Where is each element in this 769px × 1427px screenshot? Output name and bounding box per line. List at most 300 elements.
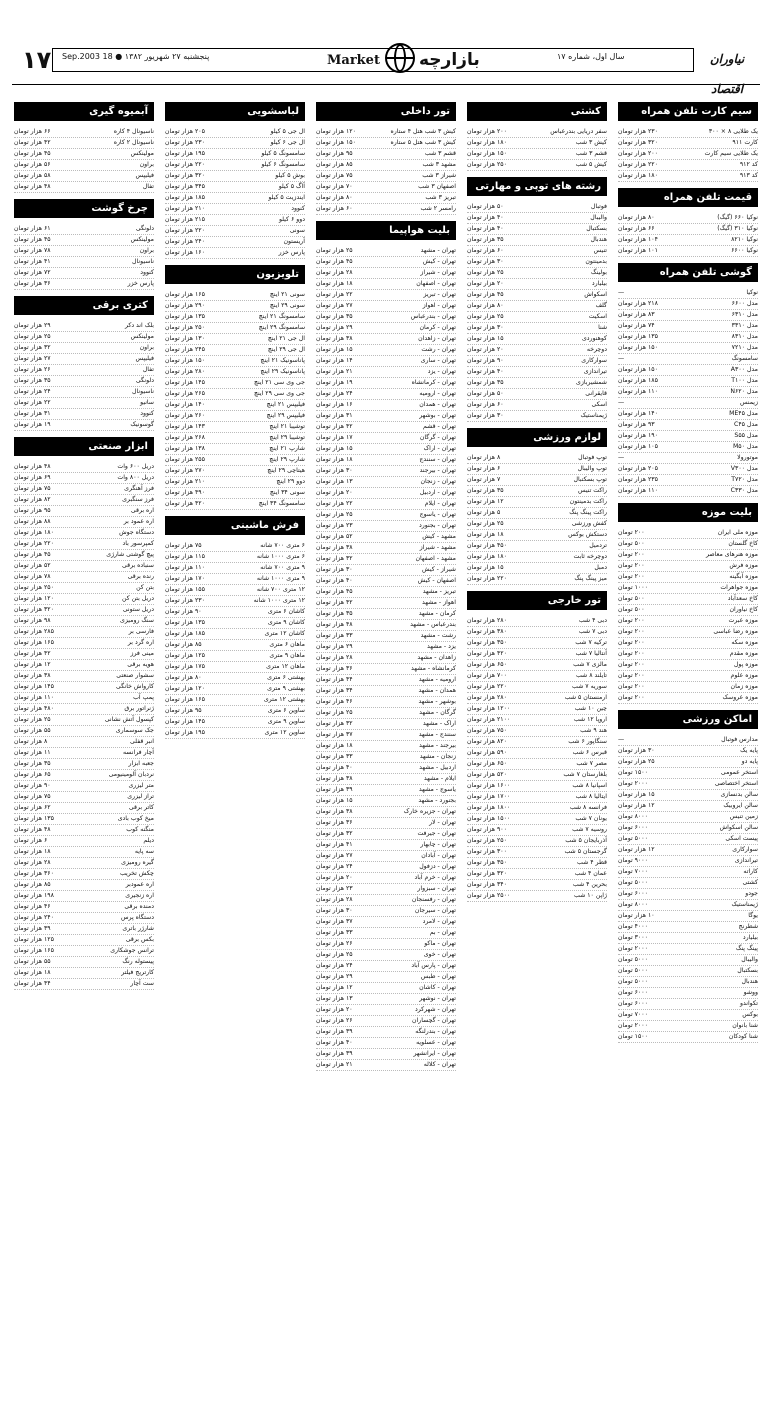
item-price: ۸۸ هزار تومان (14, 518, 51, 525)
item-name: ماهان ۶ متری (269, 641, 305, 648)
price-row (14, 605, 154, 616)
item-name: اردبیل - مشهد (419, 764, 456, 771)
price-row (316, 862, 456, 873)
item-price: ۱۵ هزار تومان (467, 335, 504, 342)
item-price: ۱۱ هزار تومان (14, 749, 51, 756)
item-name: تهران - عسلویه (416, 1039, 456, 1046)
price-row (14, 160, 154, 171)
item-price: ۳۵ هزار تومان (316, 610, 353, 617)
item-name: ۱۲ متری ۱۰۰۰ شانه (253, 597, 305, 604)
price-row (467, 312, 607, 323)
price-row (14, 409, 154, 420)
price-row (316, 488, 456, 499)
price-row (467, 770, 607, 781)
item-name: نوکیا ۶۶۰۰ (731, 247, 758, 254)
item-name: تهران - زنجان (420, 478, 456, 485)
item-name: کاخ گلستان (728, 540, 758, 547)
column-2 (467, 96, 607, 1416)
price-row (316, 675, 456, 686)
column-5 (14, 96, 154, 1416)
price-row (165, 499, 305, 510)
price-row (316, 345, 456, 356)
item-price: ۱۶۰۰ هزار تومان (467, 782, 511, 789)
price-row (14, 517, 154, 528)
price-row (618, 299, 758, 310)
item-price: ۲۶ هزار تومان (316, 940, 353, 947)
item-price: ۱۲ هزار تومان (467, 498, 504, 505)
item-name: تهران - ساری (420, 357, 456, 364)
price-row (165, 444, 305, 455)
price-row (165, 389, 305, 400)
item-price: ۳۳ هزار تومان (316, 929, 353, 936)
item-name: بتن کن (136, 584, 154, 591)
item-name: شارپ ۲۹ اینچ (269, 456, 305, 463)
section-heading: تلویزیون (165, 265, 305, 284)
price-row (316, 752, 456, 763)
item-name: راکت بدمینتون (569, 498, 607, 505)
item-name: ۶ متری ۱۰۰۰ شانه (256, 553, 305, 560)
price-row (618, 627, 758, 638)
item-name: تهران - بیرجند (419, 467, 456, 474)
price-row (618, 856, 758, 867)
price-row (467, 726, 607, 737)
item-name: کنوود (140, 410, 154, 417)
item-price: ۳۸ هزار تومان (316, 335, 353, 342)
item-price: ۳۶ هزار تومان (14, 280, 51, 287)
price-row (618, 213, 758, 224)
price-row (14, 803, 154, 814)
item-price: ۴۰ هزار تومان (467, 214, 504, 221)
item-price: ۳۹ هزار تومان (316, 1050, 353, 1057)
item-name: توپ فوتبال (578, 454, 607, 461)
item-price: ۲۰۰ هزار تومان (618, 150, 658, 157)
item-price: ۳۵ هزار تومان (467, 379, 504, 386)
item-name: شطرنج (738, 923, 758, 930)
item-price: ۲۰۰۰ تومان (618, 1022, 648, 1029)
item-price: ۱۴۰ هزار تومان (165, 401, 205, 408)
price-row (316, 950, 456, 961)
item-price: ۱۲ هزار تومان (316, 984, 353, 991)
price-row (618, 933, 758, 944)
item-name: سامسونگ (731, 355, 758, 362)
item-name: آذربایجان ۵ شب (565, 837, 607, 844)
item-name: متر لیزری (128, 782, 154, 789)
item-name: اسپانیا ۸ شب (572, 782, 607, 789)
price-row (165, 662, 305, 673)
price-row (467, 213, 607, 224)
item-name: کیش ۳ شب هتل ۵ ستاره (390, 139, 456, 146)
item-name: ناسیونال ۴ کاره (113, 128, 154, 135)
item-name: مدل T۷۲۰ (731, 476, 758, 483)
item-name: تهران - اصفهان (416, 280, 456, 287)
item-price: ۹۳ هزار تومان (618, 421, 655, 428)
item-price: ۴۰ هزار تومان (316, 1039, 353, 1046)
price-row (165, 149, 305, 160)
item-name: مدل ۳۳۱۰ (731, 322, 758, 329)
item-name: هیتاچی ۲۹ اینچ (267, 467, 305, 474)
item-name: اراک - مشهد (422, 720, 456, 727)
item-name: دلونگی (135, 225, 154, 232)
price-row (618, 246, 758, 257)
price-row (165, 585, 305, 596)
item-price: ۵۰۰۰ تومان (618, 956, 648, 963)
item-name: بیرجند - مشهد (418, 742, 456, 749)
price-row (618, 235, 758, 246)
item-price: ۱۱۰ هزار تومان (618, 388, 658, 395)
item-name: تهران - مشهد (420, 247, 456, 254)
item-name: رنده برقی (127, 573, 154, 580)
item-name: میخ کوب بادی (117, 815, 154, 822)
item-name: تهران - گرگان (419, 434, 456, 441)
item-price: ۲۷ هزار تومان (316, 302, 353, 309)
item-name: کارواش خانگی (115, 683, 154, 690)
item-price: ۶۰۰۰ تومان (618, 890, 648, 897)
price-row (14, 572, 154, 583)
item-price: ۲۳ هزار تومان (316, 885, 353, 892)
price-row (14, 935, 154, 946)
item-price: ۲۲ هزار تومان (14, 399, 51, 406)
item-name: دریل بتن کن (121, 595, 154, 602)
item-name: شنا کودکان (728, 1033, 758, 1040)
price-row (467, 660, 607, 671)
item-name: پایه یک (740, 747, 758, 754)
price-row (618, 420, 758, 431)
price-row (618, 1021, 758, 1032)
item-price: ۲۸۵ هزار تومان (14, 628, 54, 635)
item-price: ۳۵۰ هزار تومان (467, 859, 507, 866)
price-row (165, 651, 305, 662)
price-row (14, 354, 154, 365)
price-row (618, 409, 758, 420)
item-name: کارت ۹۱۱ (732, 139, 758, 146)
price-row (316, 609, 456, 620)
price-row (316, 664, 456, 675)
item-name: موزه فرش (729, 562, 758, 569)
item-name: کاخ سعدآباد (727, 595, 758, 602)
item-name: مدل C۳۳۰ (730, 487, 758, 494)
item-price: ۱۴ هزار تومان (316, 357, 353, 364)
item-price: ۴۲ هزار تومان (14, 139, 51, 146)
page-number: ۱۷ (22, 46, 52, 74)
item-name: تهران - سبزوار (417, 885, 456, 892)
item-name: قبرس ۶ شب (572, 749, 607, 756)
price-row (165, 400, 305, 411)
price-row (165, 574, 305, 585)
item-name: موزه پول (733, 661, 758, 668)
item-name: بکس برقی (125, 936, 154, 943)
price-row (618, 999, 758, 1010)
item-price: ۲۶۰ هزار تومان (165, 412, 205, 419)
price-row (618, 453, 758, 464)
price-row (316, 994, 456, 1005)
item-price: ۱۳۸ هزار تومان (165, 445, 205, 452)
item-price: ۲۸ هزار تومان (316, 269, 353, 276)
item-price: ۱۴۵ هزار تومان (14, 683, 54, 690)
item-price: ۳۴۵ هزار تومان (165, 183, 205, 190)
item-name: گوسونیک (130, 421, 154, 428)
item-name: بهشتی ۹ متری (267, 685, 305, 692)
price-row (316, 279, 456, 290)
price-row (316, 1027, 456, 1038)
item-name: ال جی ۵ کیلو (270, 128, 305, 135)
section-title-en: Market (327, 53, 380, 68)
item-name: آریستون (283, 238, 305, 245)
item-name: میز پینگ پنگ (574, 575, 607, 582)
price-row (618, 528, 758, 539)
item-name: بجنورد - مشهد (418, 797, 456, 804)
price-row (316, 587, 456, 598)
item-name: اصفهان ۳ شب (418, 183, 456, 190)
price-row (618, 365, 758, 376)
item-name: مدل M۵۰ (732, 443, 758, 450)
item-name: مدل V۳۰۰ (730, 465, 758, 472)
item-price: ۱۶۵ هزار تومان (165, 696, 205, 703)
item-price: ۲۰۰ تومان (618, 672, 645, 679)
price-row (467, 814, 607, 825)
price-row (618, 638, 758, 649)
item-name: موزه عروسک (722, 694, 758, 701)
item-price: ۲۱۸ هزار تومان (618, 300, 658, 307)
item-name: تبریز ۳ شب (425, 194, 456, 201)
item-price: ۵۰۰ تومان (618, 606, 645, 613)
item-price: ۲۲۰ هزار تومان (467, 575, 507, 582)
item-price: ۷۸ هزار تومان (14, 573, 51, 580)
item-name: سفر دریایی بندرعباس (550, 128, 607, 135)
price-row (618, 442, 758, 453)
item-price: ۲۰ هزار تومان (467, 346, 504, 353)
price-row (14, 539, 154, 550)
item-price: ۵۲ هزار تومان (14, 562, 51, 569)
price-row (618, 149, 758, 160)
price-row (316, 873, 456, 884)
item-name: پمپ آب (133, 694, 154, 701)
item-price: ۵۲۰ هزار تومان (467, 771, 507, 778)
item-name: تهران - دزفول (419, 863, 456, 870)
price-row (618, 845, 758, 856)
section-heading: قیمت تلفن همراه (618, 188, 758, 207)
item-name: شنا بانوان (732, 1022, 758, 1029)
item-name: بلک اند دکر (124, 322, 154, 329)
issue-date: پنجشنبه ۲۷ شهریور ۱۳۸۲ ● 18 Sep.2003 (62, 52, 210, 61)
item-name: موزه سکه (731, 639, 758, 646)
price-row (467, 400, 607, 411)
item-price: ۱۸۰ هزار تومان (14, 529, 54, 536)
price-row (316, 268, 456, 279)
item-price: ۲۹ هزار تومان (316, 973, 353, 980)
item-price: ۳۰ هزار تومان (316, 566, 353, 573)
item-price: ۲۵ هزار تومان (14, 333, 51, 340)
item-price: ۸۵ هزار تومان (316, 161, 353, 168)
item-price: ۲۰۰ تومان (618, 529, 645, 536)
price-row (467, 378, 607, 389)
item-price: ۷۵۰ هزار تومان (467, 727, 507, 734)
item-name: کد ۹۱۲ (739, 161, 758, 168)
item-price: ۱۸۵ هزار تومان (165, 630, 205, 637)
item-price: ۲۰۰ تومان (618, 617, 645, 624)
price-row (316, 928, 456, 939)
price-row (467, 836, 607, 847)
price-row (165, 728, 305, 739)
item-price: ۳۵۰ هزار تومان (467, 639, 507, 646)
item-name: گیره رومیزی (121, 859, 154, 866)
item-price: ۲۵ هزار تومان (316, 951, 353, 958)
item-price: ۳۲۰ هزار تومان (618, 139, 658, 146)
item-name: فیلیپس (135, 355, 154, 362)
item-name: مولینکس (130, 236, 154, 243)
item-price: ۲۲۰ هزار تومان (467, 683, 507, 690)
item-name: تهران - سنندج (419, 456, 456, 463)
column-3 (316, 96, 456, 1416)
column-1 (618, 96, 758, 1416)
price-row (618, 779, 758, 790)
item-price: ۳۸۰ هزار تومان (467, 628, 507, 635)
section-heading: بلیت موزه (618, 503, 758, 522)
item-price: ۴۲۰ هزار تومان (467, 650, 507, 657)
item-name: دوو ۶ کیلو (278, 216, 305, 223)
item-price: ۱۷۵ هزار تومان (165, 663, 205, 670)
item-price: ۳۲۰ هزار تومان (467, 870, 507, 877)
item-price: ۲۲ هزار تومان (316, 291, 353, 298)
item-price: ۶۲ هزار تومان (14, 804, 51, 811)
item-price: ۵۶ هزار تومان (14, 161, 51, 168)
price-row (14, 902, 154, 913)
item-price: ۱۲ هزار تومان (618, 846, 655, 853)
item-price: ۷۰ هزار تومان (316, 183, 353, 190)
price-row (316, 939, 456, 950)
item-name: جی وی سی ۲۹ اینچ (254, 390, 305, 397)
item-price: ۲۰۰ تومان (618, 573, 645, 580)
price-row (14, 814, 154, 825)
price-row (618, 1032, 758, 1043)
item-price: ۲۸۰ هزار تومان (467, 694, 507, 701)
item-name: سنگاپور ۶ شب (568, 738, 607, 745)
item-price: ۳۵ هزار تومان (467, 487, 504, 494)
price-row (14, 528, 154, 539)
price-row (618, 977, 758, 988)
item-price: ۲۳۰ هزار تومان (165, 139, 205, 146)
item-name: کوهنوردی (581, 335, 607, 342)
price-row (618, 693, 758, 704)
price-row (14, 138, 154, 149)
item-name: تایلند ۸ شب (575, 672, 607, 679)
item-name: اره عمود بر (123, 518, 154, 525)
item-name: گرجستان ۵ شب (564, 848, 607, 855)
price-row (14, 858, 154, 869)
item-price: — (618, 454, 625, 461)
price-row (14, 376, 154, 387)
item-price: ۶۶ هزار تومان (618, 225, 655, 232)
price-row (316, 983, 456, 994)
price-row (467, 149, 607, 160)
price-row (467, 737, 607, 748)
item-name: ۶ متری ۷۰۰ شانه (260, 542, 305, 549)
item-price: ۸۰ هزار تومان (316, 194, 353, 201)
item-price: ۴۵ هزار تومان (316, 258, 353, 265)
item-price: ۱۸ هزار تومان (316, 280, 353, 287)
item-price: ۳۷ هزار تومان (316, 918, 353, 925)
price-row (316, 422, 456, 433)
price-row (165, 160, 305, 171)
item-name: اره عمودبر (125, 881, 154, 888)
price-row (165, 334, 305, 345)
price-row (618, 431, 758, 442)
item-price: ۴۲ هزار تومان (316, 423, 353, 430)
item-price: ۶ هزار تومان (14, 837, 48, 844)
item-price: ۲۰۰ تومان (618, 650, 645, 657)
price-row (316, 851, 456, 862)
item-price: ۲۵ هزار تومان (316, 709, 353, 716)
globe-icon (385, 43, 415, 73)
item-price: ۲۰ هزار تومان (316, 1006, 353, 1013)
price-row (467, 715, 607, 726)
item-name: تهران - ایرانشهر (413, 1050, 456, 1057)
price-row (165, 695, 305, 706)
price-row (467, 693, 607, 704)
item-name: بسکتبال (737, 967, 758, 974)
item-price: ۴۵ هزار تومان (14, 551, 51, 558)
item-name: براون (139, 344, 154, 351)
item-price: ۷۰۰۰ تومان (618, 868, 648, 875)
item-price: ۳۸ هزار تومان (316, 775, 353, 782)
item-name: ناسیونال (132, 388, 154, 395)
item-name: موزه علوم (730, 672, 758, 679)
price-row (316, 576, 456, 587)
item-price: ۳۶۰ هزار تومان (14, 870, 54, 877)
item-name: کنوود (291, 205, 305, 212)
item-name: سامسونگ ۲۹ اینچ (258, 324, 305, 331)
item-name: فوتبال (590, 203, 607, 210)
item-name: یزد - مشهد (427, 643, 456, 650)
price-row (316, 301, 456, 312)
item-name: زاهدان - مشهد (417, 654, 456, 661)
item-price: ۲۲ هزار تومان (316, 500, 353, 507)
item-price: ۳۹ هزار تومان (14, 925, 51, 932)
item-name: فارسی بر (128, 628, 154, 635)
item-price: ۲۹ هزار تومان (316, 324, 353, 331)
item-price: ۲۶ هزار تومان (14, 366, 51, 373)
item-name: مدل S۵۵ (734, 432, 758, 439)
price-row (316, 521, 456, 532)
item-name: توپ والیبال (577, 465, 607, 472)
price-row (14, 693, 154, 704)
section-heading: ابزار صنعتی (14, 437, 154, 456)
item-price: ۱۱۰ هزار تومان (165, 564, 205, 571)
item-name: تبریز - مشهد (422, 588, 456, 595)
price-row (14, 149, 154, 160)
item-price: — (618, 355, 625, 362)
item-name: بندرعباس - مشهد (410, 621, 456, 628)
price-row (316, 686, 456, 697)
item-name: مدل A۳۰۰ (730, 366, 758, 373)
item-name: استخر عمومی (720, 769, 758, 776)
item-name: بدمینتون (585, 258, 607, 265)
price-row (14, 660, 154, 671)
price-row (618, 944, 758, 955)
price-row (14, 946, 154, 957)
price-row (14, 343, 154, 354)
item-price: ۱۰۴ هزار تومان (618, 236, 658, 243)
item-name: نوکیا (746, 289, 758, 296)
item-price: ۵ هزار تومان (467, 509, 501, 516)
item-price: ۴۵ هزار تومان (467, 291, 504, 298)
price-row (316, 961, 456, 972)
item-price: ۲۰۰ تومان (618, 661, 645, 668)
item-name: تهران - کرمان (419, 324, 456, 331)
item-price: ۸۰ هزار تومان (467, 302, 504, 309)
item-price: ۲۱۰ هزار تومان (165, 205, 205, 212)
price-row (316, 708, 456, 719)
item-name: مولینکس (130, 333, 154, 340)
